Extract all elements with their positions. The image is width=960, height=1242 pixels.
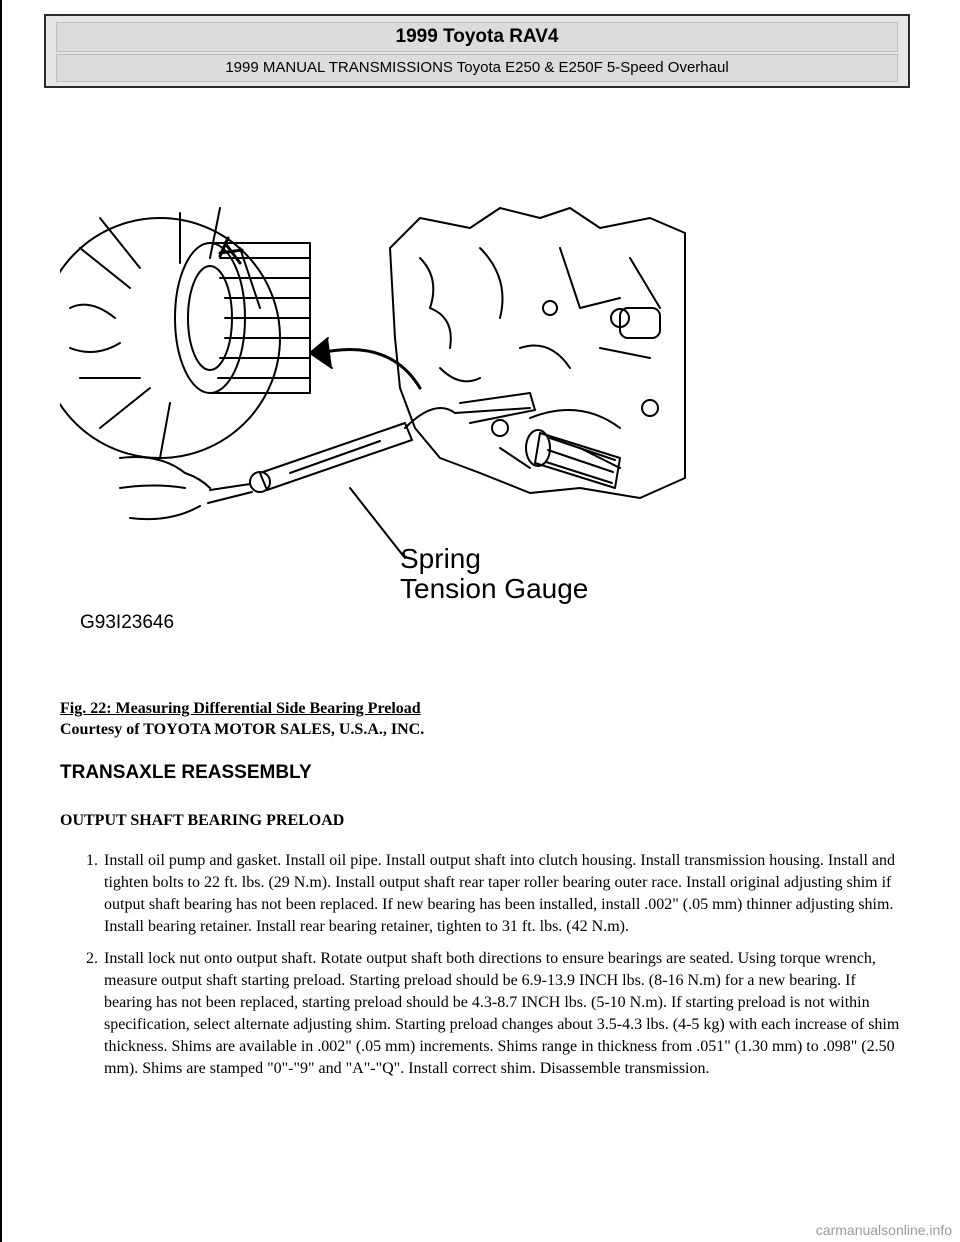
figure-code: G93I23646 bbox=[80, 612, 175, 633]
watermark: carmanualsonline.info bbox=[815, 1222, 952, 1238]
magnified-splined-shaft bbox=[175, 243, 310, 393]
transaxle-housing bbox=[390, 208, 685, 498]
header-subtitle: 1999 MANUAL TRANSMISSIONS Toyota E250 & E250F 5-Speed Overhaul bbox=[56, 54, 898, 82]
label-leader-line bbox=[350, 488, 405, 558]
list-item bbox=[60, 850, 900, 938]
step-text: Install oil pump and gasket. Install oil pipe. Install output shaft into clutch housing. Install transmission housing. Install and tighten bolts to 22 ft. lbs. (29 N.m). Install output shaft rear taper roller bearing outer race. Install original adjusting shim if output shaft bearing has not been replaced. If new bearing has been installed, install .002" (.05 mm) thinner adjusting shim. Install bearing retainer. Install rear bearing retainer, tighten to 31 ft. lbs. (42 N.m). bbox=[104, 852, 896, 935]
figure-caption: Fig. 22: Measuring Differential Side Bearing Preload bbox=[60, 700, 421, 717]
list-item bbox=[60, 948, 900, 1080]
procedure-steps bbox=[60, 850, 900, 1090]
figure-illustration bbox=[60, 188, 700, 638]
page-left-border bbox=[0, 0, 2, 1242]
figure-credit: Courtesy of TOYOTA MOTOR SALES, U.S.A., INC. bbox=[60, 721, 425, 738]
hand-illustration bbox=[120, 457, 210, 519]
callout-arrow-icon bbox=[320, 350, 420, 388]
header-title: 1999 Toyota RAV4 bbox=[56, 22, 898, 52]
gauge-label-line2: Tension Gauge bbox=[400, 573, 589, 604]
step-number: 1. bbox=[86, 852, 98, 869]
gauge-label-line1: Spring bbox=[400, 543, 481, 574]
step-text: Install lock nut onto output shaft. Rotate output shaft both directions to ensure bearings are seated. Using torque wrench, measure output shaft starting preload. Starting preload should be 6.9-13.9 INCH lbs. (8-16 N.m) for a new bearing. If bearing has not been replaced, starting preload should be 4.3-8.7 INCH lbs. (5-10 N.m). If starting preload is not within specification, select alternate adjusting shim. Starting preload changes about 3.5-4.3 lbs. (4-5 kg) with each increase of shim thickness. Shims are available in .002" (.05 mm) increments. Shims range in thickness from .051" (1.30 mm) to .098" (2.50 mm). Shims are stamped "0"-"9" and "A"-"Q". Install correct shim. Disassemble transmission. bbox=[104, 950, 900, 1077]
document-header bbox=[44, 14, 910, 88]
section-heading: TRANSAXLE REASSEMBLY bbox=[60, 762, 312, 783]
step-number: 2. bbox=[86, 950, 98, 967]
sub-heading: OUTPUT SHAFT BEARING PRELOAD bbox=[60, 812, 345, 829]
output-shaft bbox=[526, 430, 620, 488]
